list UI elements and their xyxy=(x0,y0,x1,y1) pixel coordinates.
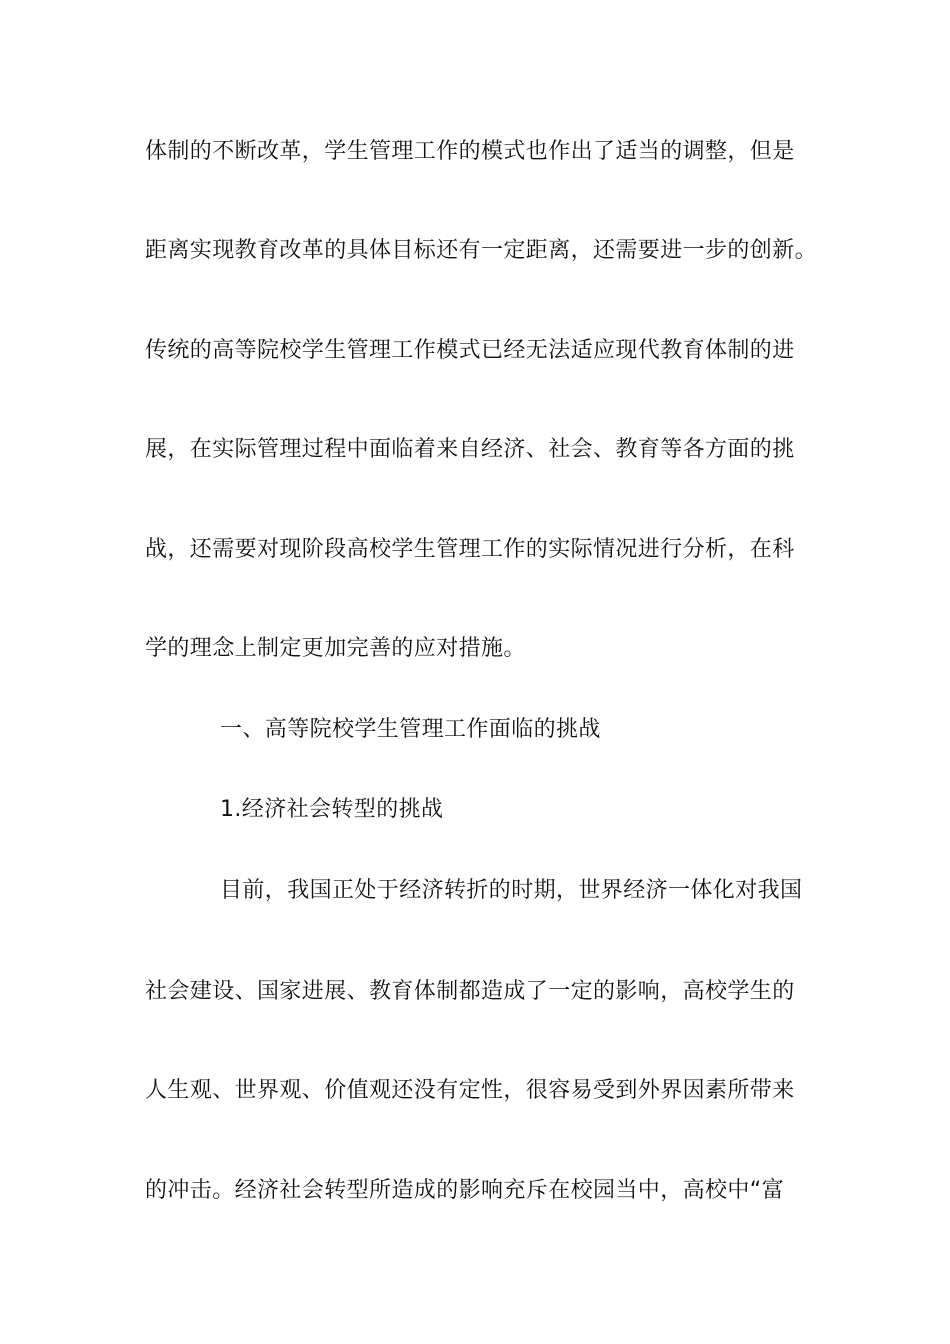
section-heading: 一、高等院校学生管理工作面临的挑战 xyxy=(220,717,601,742)
paragraph-first-line: 目前，我国正处于经济转折的时期，世界经济一体化对我国 xyxy=(220,878,803,903)
body-text-line: 的冲击。经济社会转型所造成的影响充斥在校园当中，高校中“富 xyxy=(145,1178,784,1203)
body-text-line: 学的理念上制定更加完善的应对措施。 xyxy=(145,636,526,661)
subsection-heading: 1.经济社会转型的挑战 xyxy=(220,797,444,822)
body-text-line: 人生观、世界观、价值观还没有定性，很容易受到外界因素所带来 xyxy=(145,1078,795,1103)
body-text-line: 展，在实际管理过程中面临着来自经济、社会、教育等各方面的挑 xyxy=(145,437,795,462)
body-text-line: 社会建设、国家进展、教育体制都造成了一定的影响，高校学生的 xyxy=(145,979,795,1004)
body-text-line: 距离实现教育改革的具体目标还有一定距离，还需要进一步的创新。 xyxy=(145,238,818,263)
body-text-line: 传统的高等院校学生管理工作模式已经无法适应现代教育体制的进 xyxy=(145,338,795,363)
body-text-line: 战，还需要对现阶段高校学生管理工作的实际情况进行分析，在科 xyxy=(145,537,795,562)
body-text-line: 体制的不断改革，学生管理工作的模式也作出了适当的调整，但是 xyxy=(145,139,795,164)
